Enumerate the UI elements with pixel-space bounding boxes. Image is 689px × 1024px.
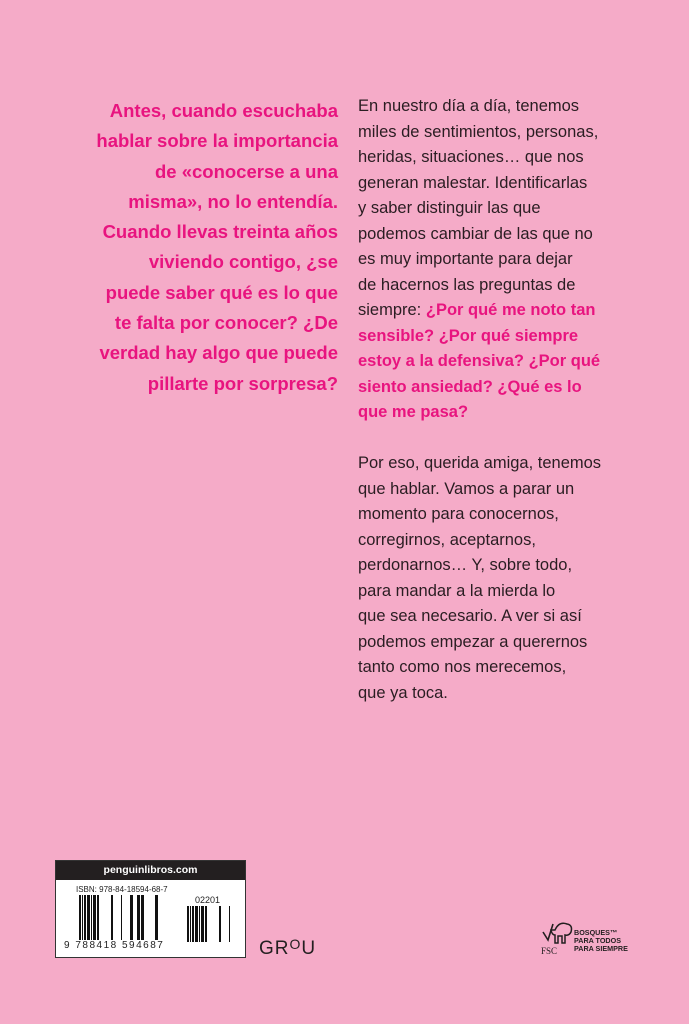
- barcode-bar: [195, 906, 198, 942]
- highlighted-question: estoy a la defensiva? ¿Por qué: [358, 352, 601, 370]
- addon-barcode-bars: [184, 906, 234, 942]
- text-segment: momento para conocernos,: [358, 505, 559, 523]
- text-segment: siempre:: [358, 301, 426, 319]
- text-segment: miles de sentimientos, personas,: [358, 122, 599, 141]
- text-segment: generan malestar. Identificarlas: [358, 173, 588, 192]
- text-line: [358, 630, 658, 656]
- barcode-bar: [79, 895, 81, 942]
- barcode-bar: [192, 906, 194, 942]
- barcode-digits: 9 788418 594687: [64, 940, 165, 951]
- text-segment: que ya toca.: [358, 683, 448, 702]
- text-segment: perdonarnos… Y, sobre todo,: [358, 556, 573, 574]
- quote-line: Antes, cuando escuchaba: [109, 100, 338, 121]
- text-segment: Por eso, querida amiga, tenemos: [358, 454, 602, 472]
- text-line: [358, 324, 658, 350]
- barcode-bar: [91, 895, 92, 942]
- quote-line: pillarte por sorpresa?: [147, 372, 338, 394]
- fsc-label: FSC: [541, 946, 558, 956]
- text-segment: de hacernos las preguntas de: [358, 275, 576, 294]
- highlighted-question: siento ansiedad? ¿Qué es lo: [358, 377, 582, 396]
- barcode-bar: [137, 895, 140, 942]
- text-segment: podemos empezar a querernos: [358, 632, 588, 651]
- barcode-bar: [82, 895, 83, 942]
- quote-line: Cuando llevas treinta años: [102, 221, 338, 243]
- pull-quote: [60, 96, 338, 399]
- fsc-line: PARA SIEMPRE: [574, 944, 628, 953]
- text-line: [358, 222, 658, 248]
- barcode-bar: [201, 906, 204, 942]
- text-line: [358, 681, 658, 707]
- isbn-text: ISBN: 978-84-18594-68-7: [76, 885, 168, 894]
- synopsis-paragraph-1: [358, 94, 658, 426]
- text-segment: es muy importante para dejar: [358, 250, 573, 268]
- isbn-barcode-label: [55, 860, 246, 958]
- text-line: [358, 655, 658, 681]
- fsc-line: BOSQUES™: [574, 928, 618, 937]
- highlighted-question: que me pasa?: [358, 403, 469, 421]
- text-line: [358, 298, 658, 324]
- quote-line: puede saber qué es lo que: [105, 281, 338, 303]
- barcode-bar: [190, 906, 191, 942]
- barcode-bar: [130, 895, 133, 942]
- synopsis: [358, 94, 658, 706]
- text-segment: y saber distinguir las que: [358, 199, 541, 217]
- text-segment: que sea necesario. A ver si así: [358, 607, 582, 625]
- highlighted-question: ¿Por qué me noto tan: [425, 301, 596, 319]
- logo-text: GR: [259, 938, 290, 959]
- barcode-bar: [205, 906, 207, 942]
- text-line: [358, 502, 658, 528]
- barcode-bar: [87, 895, 90, 942]
- text-segment: para mandar a la mierda lo: [358, 581, 556, 600]
- fsc-line: PARA TODOS: [574, 936, 621, 945]
- quote-line: te falta por conocer? ¿De: [114, 312, 338, 334]
- text-line: [358, 94, 658, 120]
- text-line: [358, 451, 658, 477]
- barcode-bar: [84, 895, 86, 942]
- barcode-bar: [141, 895, 144, 942]
- text-line: [358, 247, 658, 273]
- barcode-bar: [219, 906, 221, 942]
- text-line: [358, 171, 658, 197]
- text-segment: que hablar. Vamos a parar un: [358, 479, 575, 498]
- text-line: [358, 375, 658, 401]
- highlighted-question: sensible? ¿Por qué siempre: [358, 326, 579, 345]
- barcode-bar: [111, 895, 113, 942]
- text-segment: heridas, situaciones… que nos: [358, 148, 584, 166]
- text-line: [358, 553, 658, 579]
- text-line: [358, 528, 658, 554]
- text-line: [358, 349, 658, 375]
- text-line: [358, 273, 658, 299]
- text-line: [358, 579, 658, 605]
- fsc-slogan: [574, 929, 628, 953]
- barcode-bar: [229, 906, 230, 942]
- website-label: penguinlibros.com: [56, 861, 245, 880]
- barcode-bar: [121, 895, 122, 942]
- text-line: [358, 145, 658, 171]
- synopsis-paragraph-2: [358, 451, 658, 706]
- text-line: [358, 400, 658, 426]
- text-segment: En nuestro día a día, tenemos: [358, 97, 580, 115]
- barcode-bar: [93, 895, 96, 942]
- quote-line: hablar sobre la importancia: [96, 130, 338, 152]
- addon-code: 02201: [195, 895, 221, 905]
- text-line: [358, 196, 658, 222]
- text-segment: corregirnos, aceptarnos,: [358, 530, 536, 549]
- text-line: [358, 120, 658, 146]
- barcode-bar: [199, 906, 200, 942]
- logo-text-end: U: [301, 938, 317, 959]
- logo-text-o: O: [289, 936, 302, 952]
- barcode-bar: [187, 906, 189, 942]
- barcode-bar: [97, 895, 99, 942]
- quote-line: verdad hay algo que puede: [99, 342, 338, 364]
- quote-line: de «conocerse a una: [154, 160, 338, 182]
- quote-line: misma», no lo entendía.: [128, 190, 338, 212]
- text-line: [358, 604, 658, 630]
- text-segment: tanto como nos merecemos,: [358, 658, 567, 676]
- publisher-logo: [259, 936, 316, 960]
- text-segment: podemos cambiar de las que no: [358, 224, 593, 243]
- barcode-bar: [155, 895, 158, 942]
- barcode-bars: [76, 895, 176, 942]
- quote-line: viviendo contigo, ¿se: [148, 251, 338, 273]
- text-line: [358, 477, 658, 503]
